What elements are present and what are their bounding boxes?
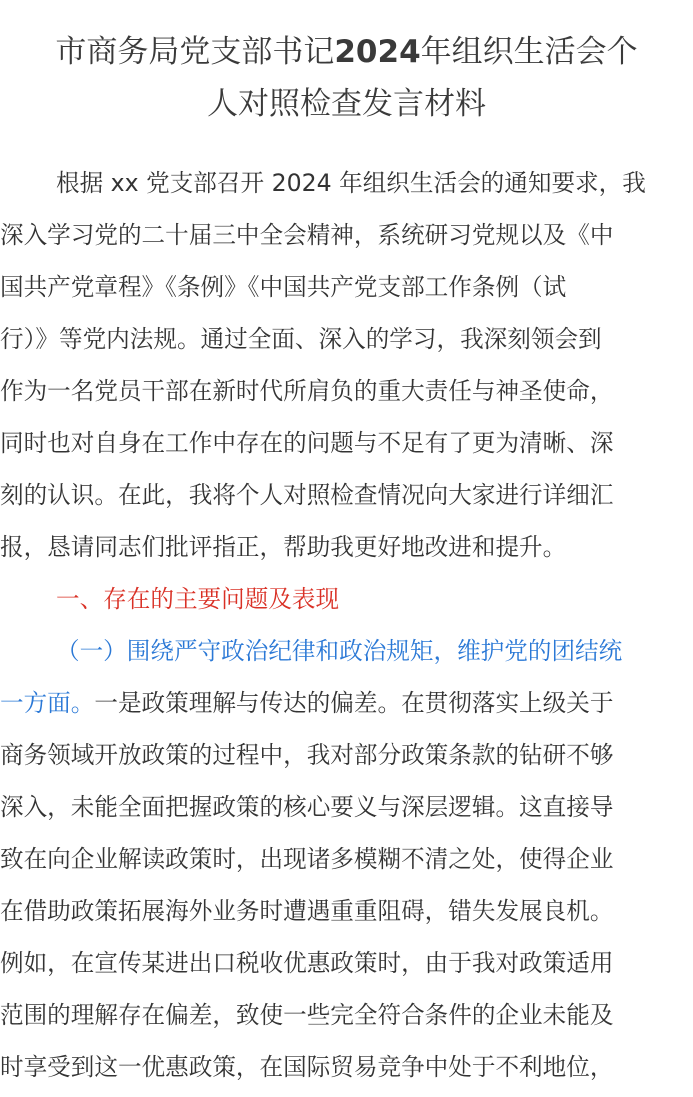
body-line: 同时也对自身在工作中存在的问题与不足有了更为清晰、深 bbox=[0, 429, 614, 457]
body-line: 时享受到这一优惠政策，在国际贸易竞争中处于不利地位， bbox=[0, 1053, 614, 1081]
body-line: 致在向企业解读政策时，出现诸多模糊不清之处，使得企业 bbox=[0, 845, 614, 873]
title-year: 2024 bbox=[334, 34, 421, 70]
body-line: 国共产党章程》《条例》《中国共产党支部工作条例（试 bbox=[0, 273, 567, 301]
body-line: 行）》等党内法规。通过全面、深入的学习，我深刻领会到 bbox=[0, 325, 602, 353]
body-line: 商务领域开放政策的过程中，我对部分政策条款的钻研不够 bbox=[0, 741, 614, 769]
document-title-line-2: 人对照检查发言材料 bbox=[207, 86, 486, 122]
document-title-line-1 bbox=[0, 26, 693, 78]
body-line: 报，恳请同志们批评指正，帮助我更好地改进和提升。 bbox=[0, 533, 567, 561]
body-line: 根据 xx 党支部召开 2024 年组织生活会的通知要求，我 bbox=[56, 169, 646, 197]
body-line bbox=[0, 677, 693, 729]
body-line: 例如，在宣传某进出口税收优惠政策时，由于我对政策适用 bbox=[0, 949, 614, 977]
body-line: 刻的认识。在此，我将个人对照检查情况向大家进行详细汇 bbox=[0, 481, 614, 509]
subheading-tail: 一方面。 bbox=[0, 689, 95, 717]
body-line: 深入学习党的二十届三中全会精神，系统研习党规以及《中 bbox=[0, 221, 614, 249]
subheading-line: （一）围绕严守政治纪律和政治规矩，维护党的团结统 bbox=[56, 637, 623, 665]
body-line: 在借助政策拓展海外业务时遭遇重重阻碍，错失发展良机。 bbox=[0, 897, 614, 925]
section-heading: 一、存在的主要问题及表现 bbox=[56, 585, 340, 613]
body-line: 作为一名党员干部在新时代所肩负的重大责任与神圣使命， bbox=[0, 377, 614, 405]
body-text: 一是政策理解与传达的偏差。在贯彻落实上级关于 bbox=[94, 689, 614, 717]
body-line: 深入，未能全面把握政策的核心要义与深层逻辑。这直接导 bbox=[0, 793, 614, 821]
title-text: 年组织生活会个 bbox=[420, 34, 638, 70]
body-line: 范围的理解存在偏差，致使一些完全符合条件的企业未能及 bbox=[0, 1001, 614, 1029]
title-text: 市商务局党支部书记 bbox=[55, 34, 335, 70]
